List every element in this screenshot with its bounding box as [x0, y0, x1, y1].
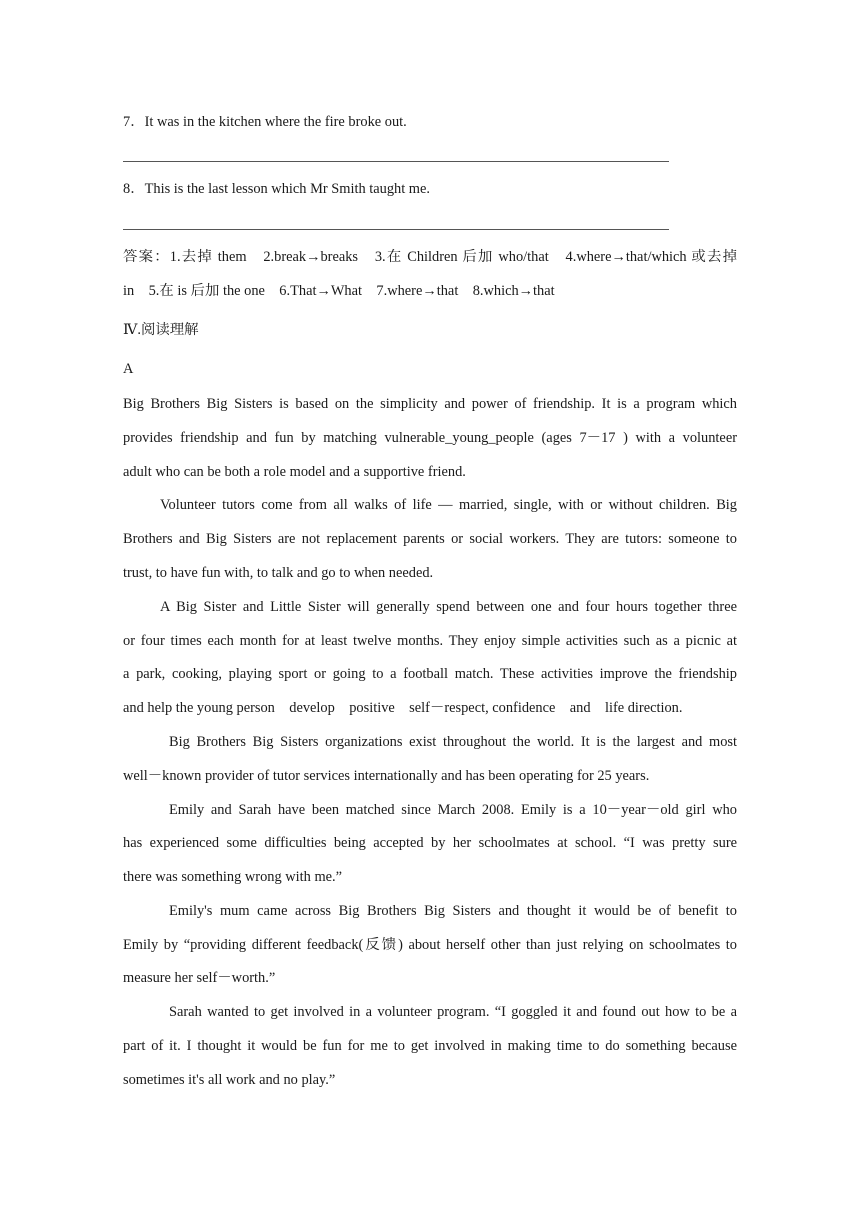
answer-key-line-2: in 5.在 is 后加 the one 6.That→What 7.where→that 8.which→that — [123, 283, 555, 299]
passage-line: Emily and Sarah have been matched since March 2008. Emily is a 10－year－old girl who — [169, 802, 737, 818]
item-number: 8． — [123, 181, 145, 197]
exercise-item-8 — [123, 179, 737, 199]
passage-line: Big Brothers Big Sisters organizations exist throughout the world. It is the largest and most — [169, 734, 737, 750]
item-number: 7． — [123, 114, 145, 130]
passage-line: Emily by “providing different feedback(反馈) about herself other than just relying on schoolmates to — [123, 937, 737, 953]
passage-line: and help the young person develop positive self－respect, confidence and life direction. — [123, 700, 683, 716]
passage-line: trust, to have fun with, to talk and go to when needed. — [123, 565, 434, 581]
answer-line-8 — [123, 229, 669, 230]
exercise-item-7 — [123, 112, 737, 132]
answer-line-7 — [123, 161, 669, 162]
passage-line: part of it. I thought it would be fun for me to get involved in making time to do something because — [123, 1038, 737, 1054]
item-text: This is the last lesson which Mr Smith taught me. — [144, 181, 430, 197]
passage-line: Volunteer tutors come from all walks of life — married, single, with or without children. Big — [160, 497, 737, 513]
passage-line: A Big Sister and Little Sister will generally spend between one and four hours together three — [160, 599, 737, 615]
section-heading: Ⅳ.阅读理解 — [123, 322, 199, 338]
passage-line: there was something wrong with me.” — [123, 869, 343, 885]
passage-line: well－known provider of tutor services internationally and has been operating for 25 years. — [123, 768, 650, 784]
passage-line: measure her self－worth.” — [123, 970, 276, 986]
passage-line: provides friendship and fun by matching vulnerable_young_people (ages 7－17 ) with a volunteer — [123, 430, 737, 446]
passage-line: Sarah wanted to get involved in a volunteer program. “I goggled it and found out how to be a — [169, 1004, 737, 1020]
passage-line: sometimes it's all work and no play.” — [123, 1072, 336, 1088]
passage-label: A — [123, 361, 134, 377]
passage-line: or four times each month for at least twelve months. They enjoy simple activities such as a picnic at — [123, 633, 737, 649]
answer-key-line-1: 答案：1.去掉 them 2.break→breaks 3.在 Children 后加 who/that 4.where→that/which 或去掉 — [123, 249, 737, 265]
passage-line: Brothers and Big Sisters are not replacement parents or social workers. They are tutors: someone to — [123, 531, 737, 547]
passage-line: adult who can be both a role model and a supportive friend. — [123, 464, 466, 480]
passage-line: a park, cooking, playing sport or going to a football match. These activities improve the friendship — [123, 666, 737, 682]
item-text: It was in the kitchen where the fire broke out. — [144, 114, 407, 130]
passage-line: Emily's mum came across Big Brothers Big Sisters and thought it would be of benefit to — [169, 903, 737, 919]
passage-line: Big Brothers Big Sisters is based on the simplicity and power of friendship. It is a program which — [123, 396, 737, 412]
passage-line: has experienced some difficulties being accepted by her schoolmates at school. “I was pretty sure — [123, 835, 737, 851]
